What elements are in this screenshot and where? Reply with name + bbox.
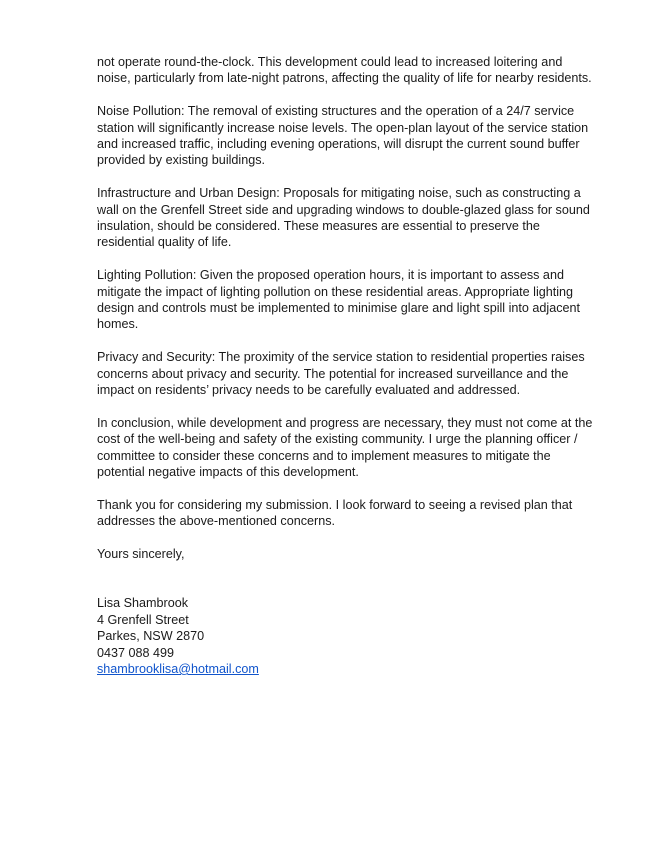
paragraph-continuation: not operate round-the-clock. This development could lead to increased loitering and noise, particularly from late-night patrons, affecting the quality of life for nearby residents. xyxy=(97,55,592,86)
paragraph-infrastructure-urban-design: Infrastructure and Urban Design: Proposals for mitigating noise, such as constructing a wall on the Grenfell Street side and upgrading windows to double-glazed glass for sound insulation, should be considered. These measures are essential to preserve the residential quality of life. xyxy=(97,186,590,250)
letter-page xyxy=(97,54,597,677)
signature-street: 4 Grenfell Street xyxy=(97,612,189,627)
signature-city: Parkes, NSW 2870 xyxy=(97,629,205,644)
paragraph-thank-you: Thank you for considering my submission. I look forward to seeing a revised plan that addresses the above-mentioned concerns. xyxy=(97,497,573,529)
paragraph-conclusion: In conclusion, while development and progress are necessary, they must not come at the cost of the well-being and safety of the existing community. I urge the planning officer / committee to consider these concerns and to implement measures to mitigate the potential negative impacts of this development. xyxy=(97,415,593,480)
sign-off: Yours sincerely, xyxy=(97,547,185,562)
paragraph-noise-pollution: Noise Pollution: The removal of existing structures and the operation of a 24/7 service station will significantly increase noise levels. The open-plan layout of the service station and increased traffic, including evening operations, will disrupt the current sound buffer provided by existing buildings. xyxy=(97,104,589,168)
paragraph-lighting-pollution: Lighting Pollution: Given the proposed operation hours, it is important to assess and mitigate the impact of lighting pollution on these residential areas. Appropriate lighting design and controls must be implemented to minimise glare and light spill into adjacent homes. xyxy=(97,268,581,332)
signature-name: Lisa Shambrook xyxy=(97,596,189,611)
signature-phone: 0437 088 499 xyxy=(97,645,175,660)
signature-block xyxy=(97,595,597,677)
paragraph-privacy-security: Privacy and Security: The proximity of the service station to residential properties raises concerns about privacy and security. The potential for increased surveillance and the impact on residents’ privacy needs to be carefully evaluated and addressed. xyxy=(97,350,585,398)
signature-email-link[interactable]: shambrooklisa@hotmail.com xyxy=(97,661,259,676)
